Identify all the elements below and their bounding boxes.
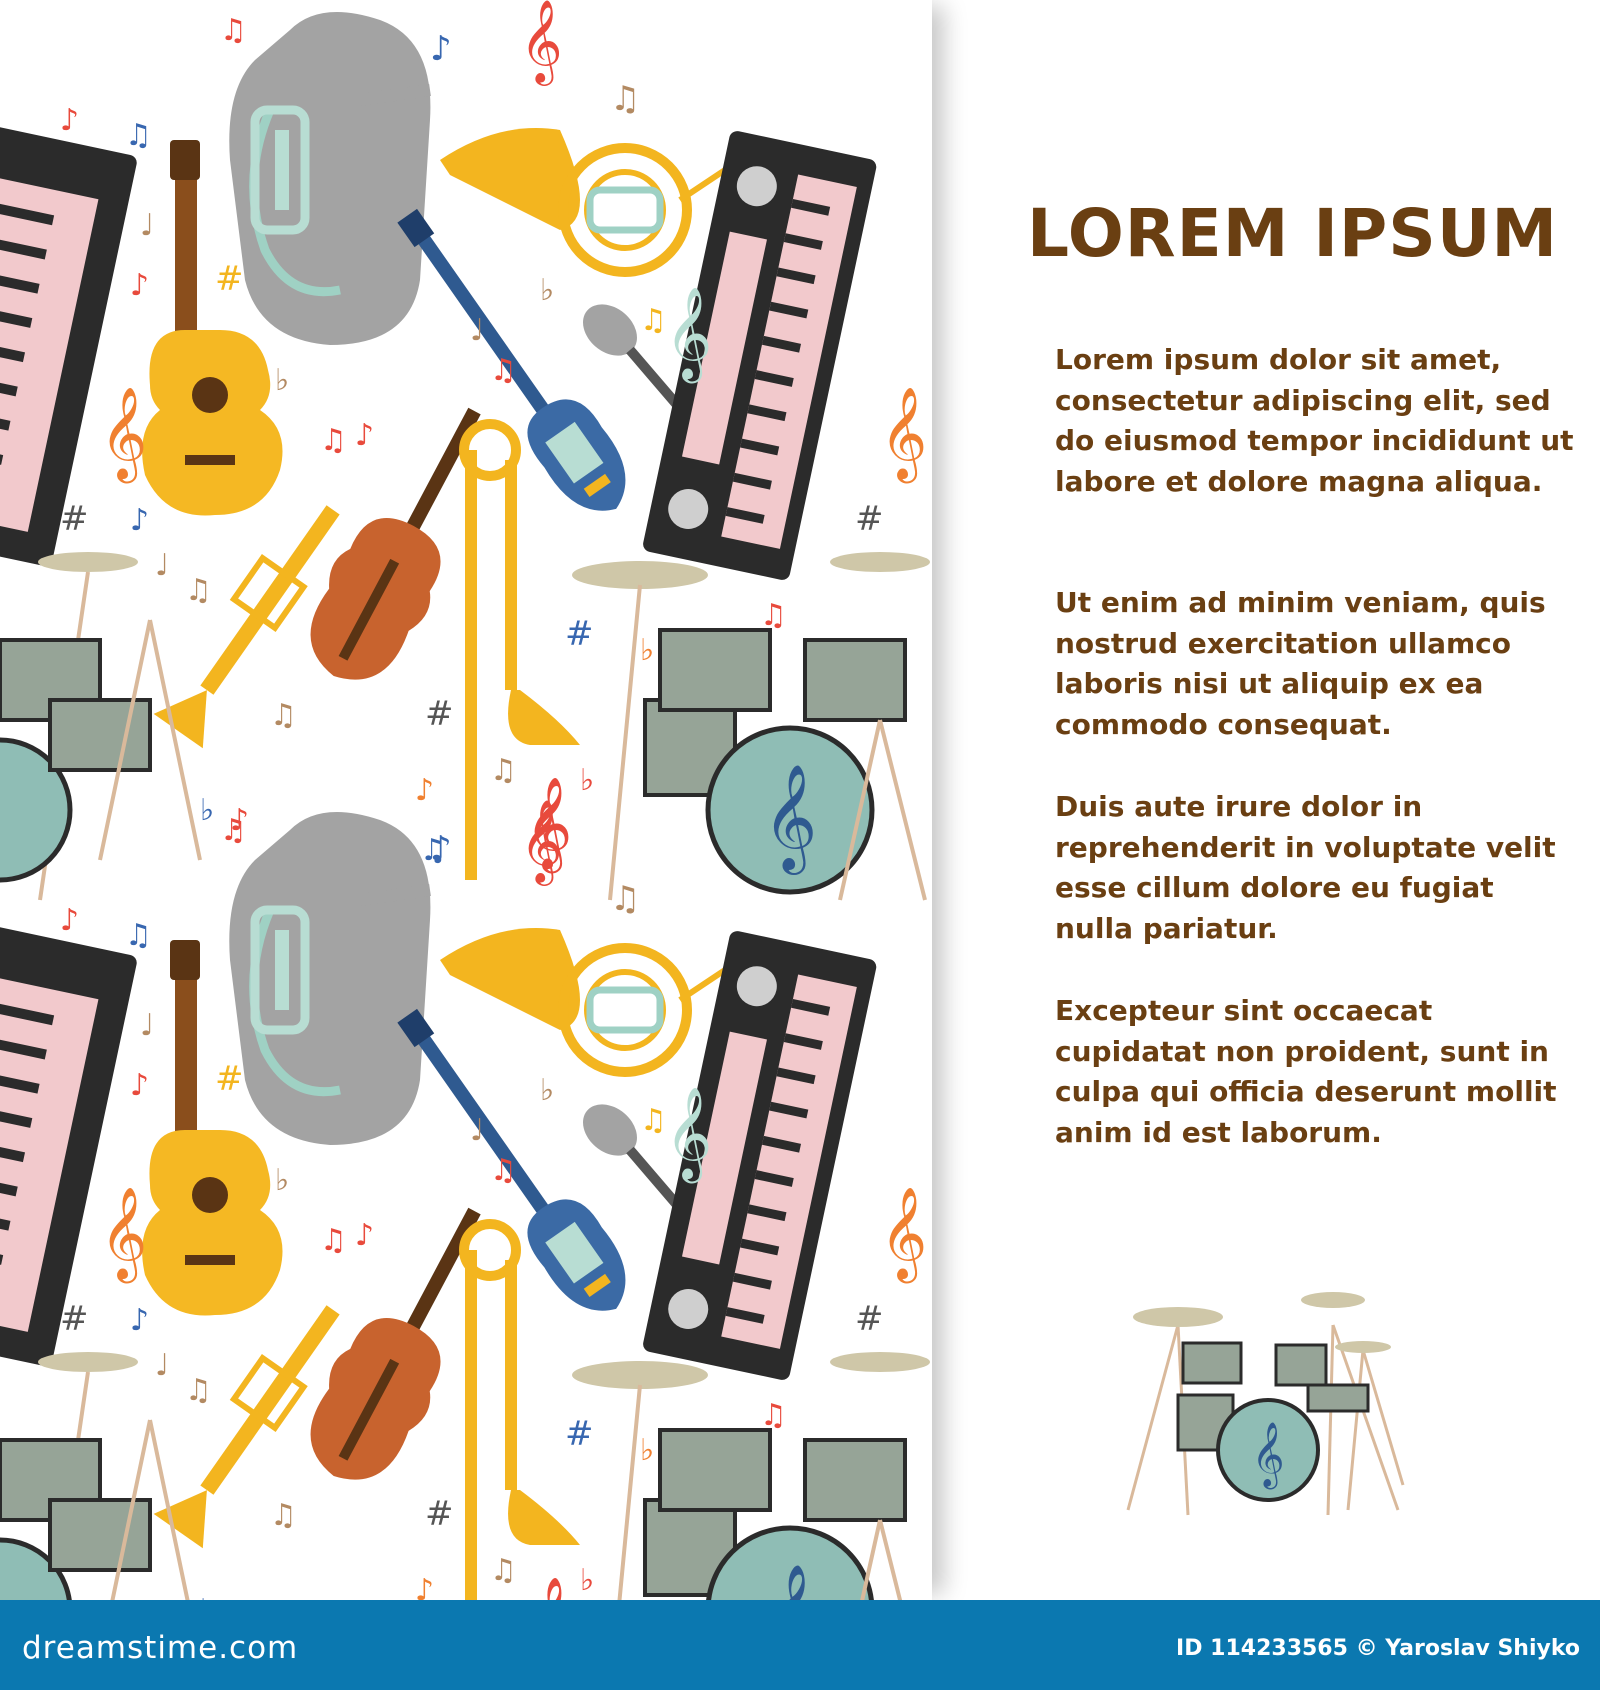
paragraph-2: Ut enim ad minim veniam, quis nostrud exercitation ullamco laboris nisi ut aliquip ex ea commodo consequat. bbox=[1055, 586, 1546, 741]
paragraph-4: Excepteur sint occaecat cupidatat non proident, sunt in culpa qui officia deserunt mollit anim id est laborum. bbox=[1055, 994, 1557, 1149]
watermark-logo[interactable]: dreamstime.com bbox=[22, 1630, 299, 1666]
svg-text:𝄞: 𝄞 bbox=[1251, 1422, 1285, 1487]
drum-kit-icon bbox=[1118, 1285, 1408, 1535]
paragraph-3: Duis aute irure dolor in reprehenderit in voluptate velit esse cillum dolore eu fugiat nulla pariatur. bbox=[1055, 790, 1556, 945]
watermark-bar bbox=[0, 1600, 1600, 1690]
paragraph-1: Lorem ipsum dolor sit amet, consectetur adipiscing elit, sed do eiusmod tempor incididunt ut labore et dolore magna aliqua. bbox=[1055, 343, 1574, 498]
watermark-credit: ID 114233565 © Yaroslav Shiyko bbox=[1176, 1636, 1580, 1661]
poster-title: LOREM IPSUM bbox=[1027, 195, 1559, 272]
